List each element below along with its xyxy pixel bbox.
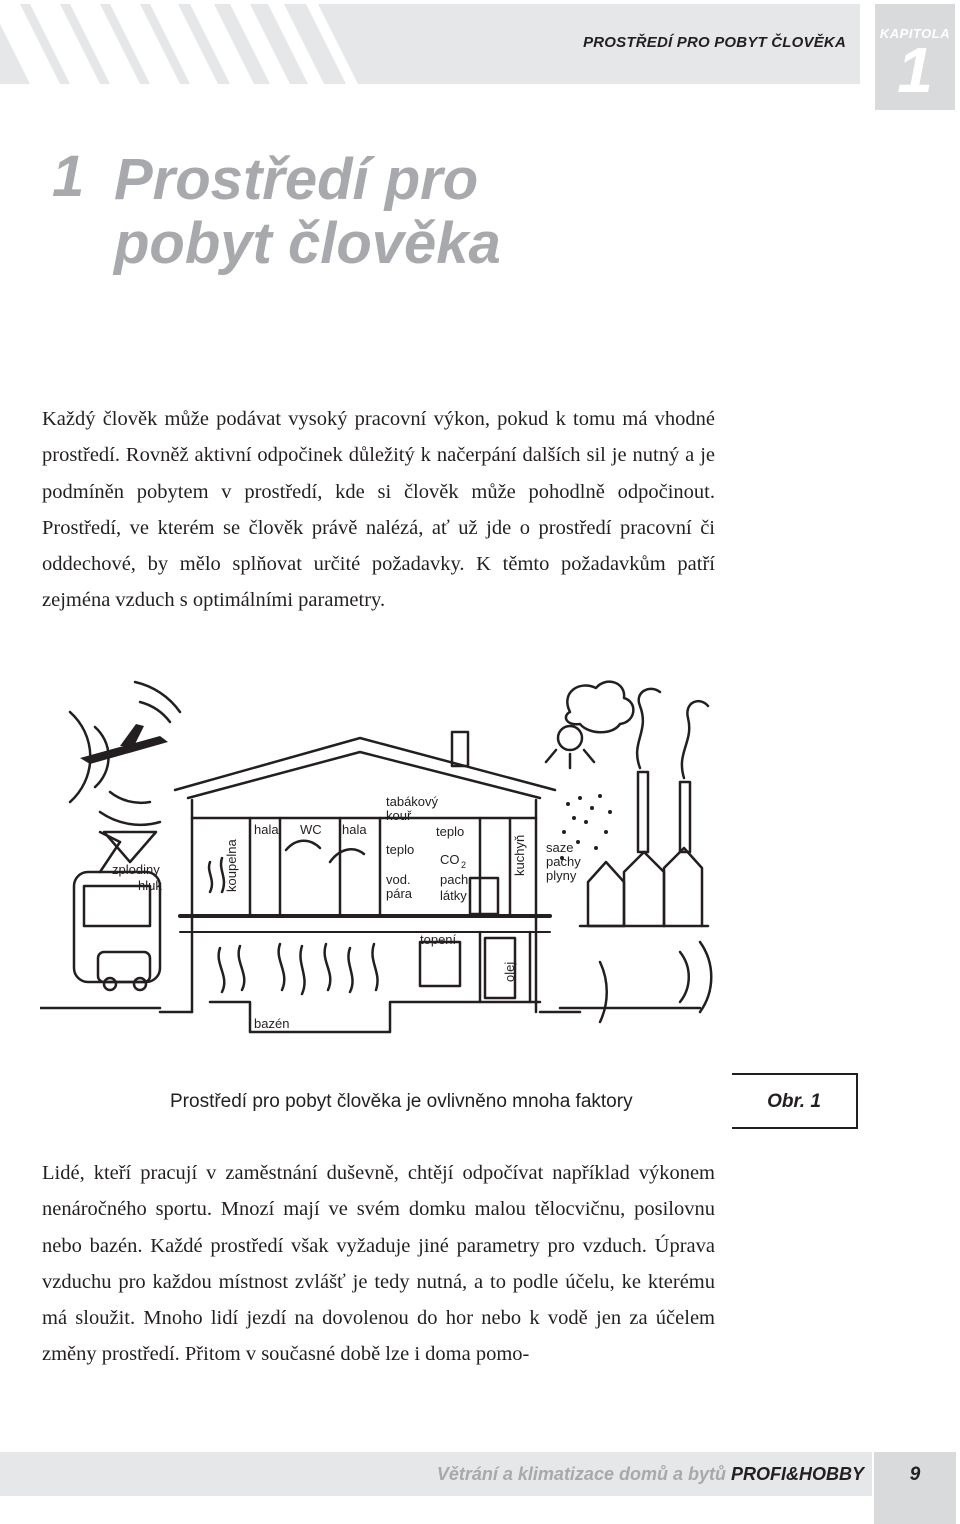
- label-koupelna: koupelna: [224, 839, 239, 892]
- footer-brand: PROFI&HOBBY: [730, 1464, 864, 1484]
- chapter-label: KAPITOLA: [879, 26, 951, 41]
- label-kour: kouř: [386, 808, 412, 823]
- figure-badge-label: Obr. 1: [767, 1091, 821, 1112]
- label-bazen: bazén: [254, 1016, 290, 1031]
- label-plyny: plyny: [546, 868, 577, 883]
- label-latky: látky: [440, 888, 467, 903]
- chapter-tab: [875, 4, 955, 110]
- chapter-tab-number: 1: [897, 34, 933, 106]
- figure-caption: Prostředí pro pobyt člověka je ovlivněno mnoha faktory: [170, 1091, 633, 1112]
- label-pach: pach.: [440, 872, 472, 887]
- footer-text: [437, 1464, 864, 1485]
- header-stripes-decoration: [0, 4, 360, 84]
- label-hluk: hluk: [138, 878, 162, 893]
- label-topeni: topení: [420, 932, 457, 947]
- label-tabakovy: tabákový: [386, 794, 439, 809]
- house-diagram-svg: [40, 672, 760, 1068]
- label-olej: olej: [502, 961, 517, 982]
- page-number-tab: [874, 1452, 956, 1524]
- label-pachy: pachy: [546, 854, 581, 869]
- label-kuchyn: kuchyň: [512, 834, 527, 876]
- house-illustration: [40, 672, 760, 1068]
- label-vod: vod.: [386, 872, 411, 887]
- label-zplodiny: zplodiny: [112, 862, 160, 877]
- chapter-number: 1: [52, 144, 85, 209]
- label-hala-1: hala: [254, 822, 279, 837]
- label-para: pára: [386, 886, 413, 901]
- chapter-title: Prostředí pro pobyt člověka: [114, 147, 501, 276]
- label-co2-subscript: 2: [461, 860, 467, 870]
- label-wc: WC: [300, 822, 322, 837]
- label-hala-2: hala: [342, 822, 367, 837]
- label-saze: saze: [546, 840, 574, 855]
- chimney: [452, 732, 468, 766]
- label-teplo-1: teplo: [436, 824, 465, 839]
- roof: [175, 738, 555, 790]
- running-title: PROSTŘEDÍ PRO POBYT ČLOVĚKA: [583, 34, 846, 51]
- factory-house: [588, 862, 624, 926]
- body-paragraph-1: Každý člověk může podávat vysoký pracovní výkon, pokud k tomu má vhodné prostředí. Rovněž aktivní odpočinek důležitý k načerpání dalších sil je nutný a je podmíněn pobytem v prostředí, kde si člověk může pohodlně odpočinout. Prostředí, ve kterém se člověk právě nalézá, ať už jde o prostředí pracovní či oddechové, by mělo splňovat určité požadavky. K těmto požadavkům patří zejména vzduch s optimálními parametry.: [42, 408, 715, 612]
- running-footer: [0, 1452, 872, 1496]
- figure-badge: [732, 1073, 858, 1129]
- label-co2: CO: [440, 852, 460, 867]
- footer-series-title: Větrání a klimatizace domů a bytů: [436, 1464, 726, 1484]
- page-number: 9: [909, 1464, 921, 1485]
- running-header: [0, 4, 860, 84]
- body-paragraph-2: Lidé, kteří pracují v zaměstnání duševně, chtějí odpočívat například výkonem nenáročného sportu. Mnozí mají ve svém domku malou tělocvičnu, posilovnu nebo bazén. Každé prostředí však vyžaduje jiné parametry pro vzduch. Úprava vzduchu pro každou místnost zvlášť je tedy nutná, a to podle účelu, ke kterému má sloužit. Mnoho lidí jezdí na dovolenou do hor nebo k vodě jen za účelem změny prostředí. Přitom v současné době lze i doma pomo-: [42, 1162, 715, 1366]
- label-teplo-2: teplo: [386, 842, 415, 857]
